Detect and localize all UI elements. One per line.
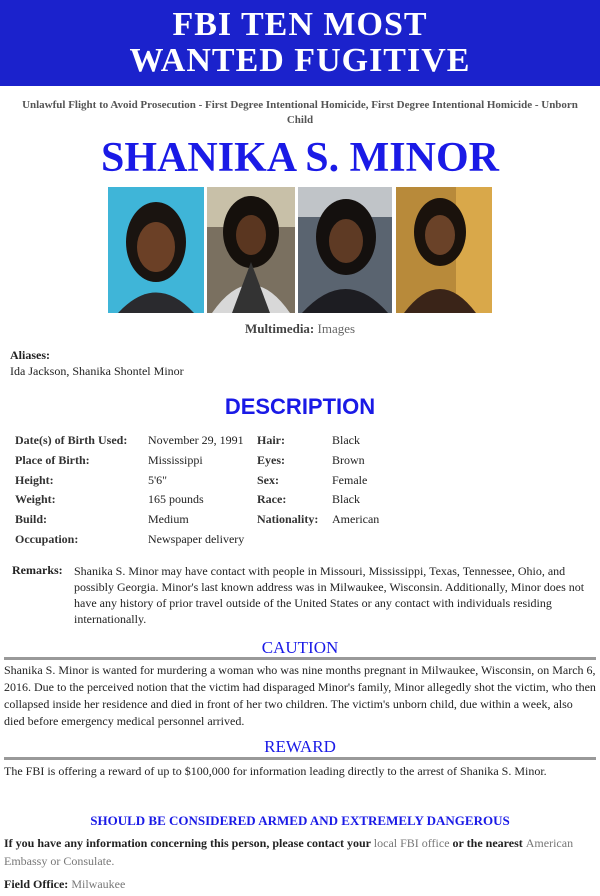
multimedia-row: [0, 321, 600, 337]
field-label: Occupation:: [15, 532, 79, 546]
photo-4[interactable]: [396, 187, 492, 313]
field-label: Place of Birth:: [15, 453, 90, 467]
caution-text: Shanika S. Minor is wanted for murdering a woman who was nine months pregnant in Milwaukee, Wisconsin, on March 6, 2016. Due to the perceived notion that the victim had disparaged Minor's family, Minor allegedly shot the victim, who then collapsed inside her residence and died in front of her two children. The victim's unborn child, due within a week, also died before emergency medical personnel arrived.: [4, 663, 596, 728]
field-value: 5'6": [148, 473, 168, 487]
header-line-1: FBI TEN MOST: [172, 6, 428, 43]
field-label: Build:: [15, 512, 48, 526]
remarks-text: Shanika S. Minor may have contact with people in Missouri, Mississippi, Texas, Tennessee, Ohio, and possibly Georgia. Minor's last known address was in Milwaukee, Wisconsin. Additionally, Minor does not have any history of prior travel outside of the United States or any contact with individuals residing internationally.: [74, 564, 585, 626]
description-row: [15, 473, 575, 493]
images-link[interactable]: Images: [317, 321, 356, 336]
field-value: 165 pounds: [148, 492, 204, 506]
armed-warning: SHOULD BE CONSIDERED ARMED AND EXTREMELY DANGEROUS: [90, 813, 510, 828]
description-row: [15, 433, 575, 453]
fugitive-name: SHANIKA S. MINOR: [101, 135, 499, 181]
field-label: Weight:: [15, 492, 56, 506]
field-value: Female: [332, 473, 368, 487]
field-value: Black: [332, 492, 360, 506]
contact-text: If you have any information concerning this person, please contact your: [4, 836, 374, 850]
multimedia-label: Multimedia:: [244, 321, 315, 336]
reward-heading: REWARD: [264, 737, 336, 756]
field-label: Sex:: [257, 473, 279, 487]
local-fbi-office-link[interactable]: local FBI office: [373, 836, 450, 850]
field-value: Brown: [332, 453, 365, 467]
field-office-link[interactable]: Milwaukee: [71, 877, 126, 891]
header-line-2: WANTED FUGITIVE: [129, 42, 471, 79]
field-office: [4, 877, 125, 892]
field-label: Height:: [15, 473, 54, 487]
photo-2[interactable]: [207, 187, 295, 313]
reward-text: The FBI is offering a reward of up to $100,000 for information leading directly to the arrest of Shanika S. Minor.: [4, 764, 547, 778]
caution-heading: CAUTION: [261, 638, 339, 657]
aliases-label: Aliases:: [10, 348, 50, 362]
contact-text: or the nearest: [449, 836, 526, 850]
field-value: American: [332, 512, 380, 526]
field-label: Hair:: [257, 433, 285, 447]
field-label: Eyes:: [257, 453, 285, 467]
aliases-value: Ida Jackson, Shanika Shontel Minor: [10, 364, 184, 378]
photo-1[interactable]: [108, 187, 204, 313]
contact-info: [4, 834, 596, 870]
charges: Unlawful Flight to Avoid Prosecution - First Degree Intentional Homicide, First Degree Intentional Homicide - Unborn Child: [22, 99, 578, 126]
poster-header: [0, 0, 600, 86]
remarks-label: Remarks:: [12, 563, 63, 577]
field-value: Black: [332, 433, 360, 447]
field-value: Mississippi: [148, 453, 203, 467]
field-label: Date(s) of Birth Used:: [15, 433, 128, 447]
field-office-label: Field Office:: [4, 877, 69, 891]
description-row: [15, 453, 575, 473]
field-label: Nationality:: [257, 512, 319, 526]
description-row: [15, 492, 575, 512]
field-value: November 29, 1991: [148, 433, 244, 447]
description-row: [15, 532, 575, 552]
field-label: Race:: [257, 492, 287, 506]
description-row: [15, 512, 575, 532]
divider: [4, 757, 596, 760]
field-value: Medium: [148, 512, 189, 526]
field-value: Newspaper delivery: [148, 532, 245, 546]
description-heading: DESCRIPTION: [224, 394, 376, 419]
embassy-link[interactable]: American Embassy or Consulate.: [4, 836, 574, 868]
photo-3[interactable]: [298, 187, 392, 313]
divider: [4, 657, 596, 660]
